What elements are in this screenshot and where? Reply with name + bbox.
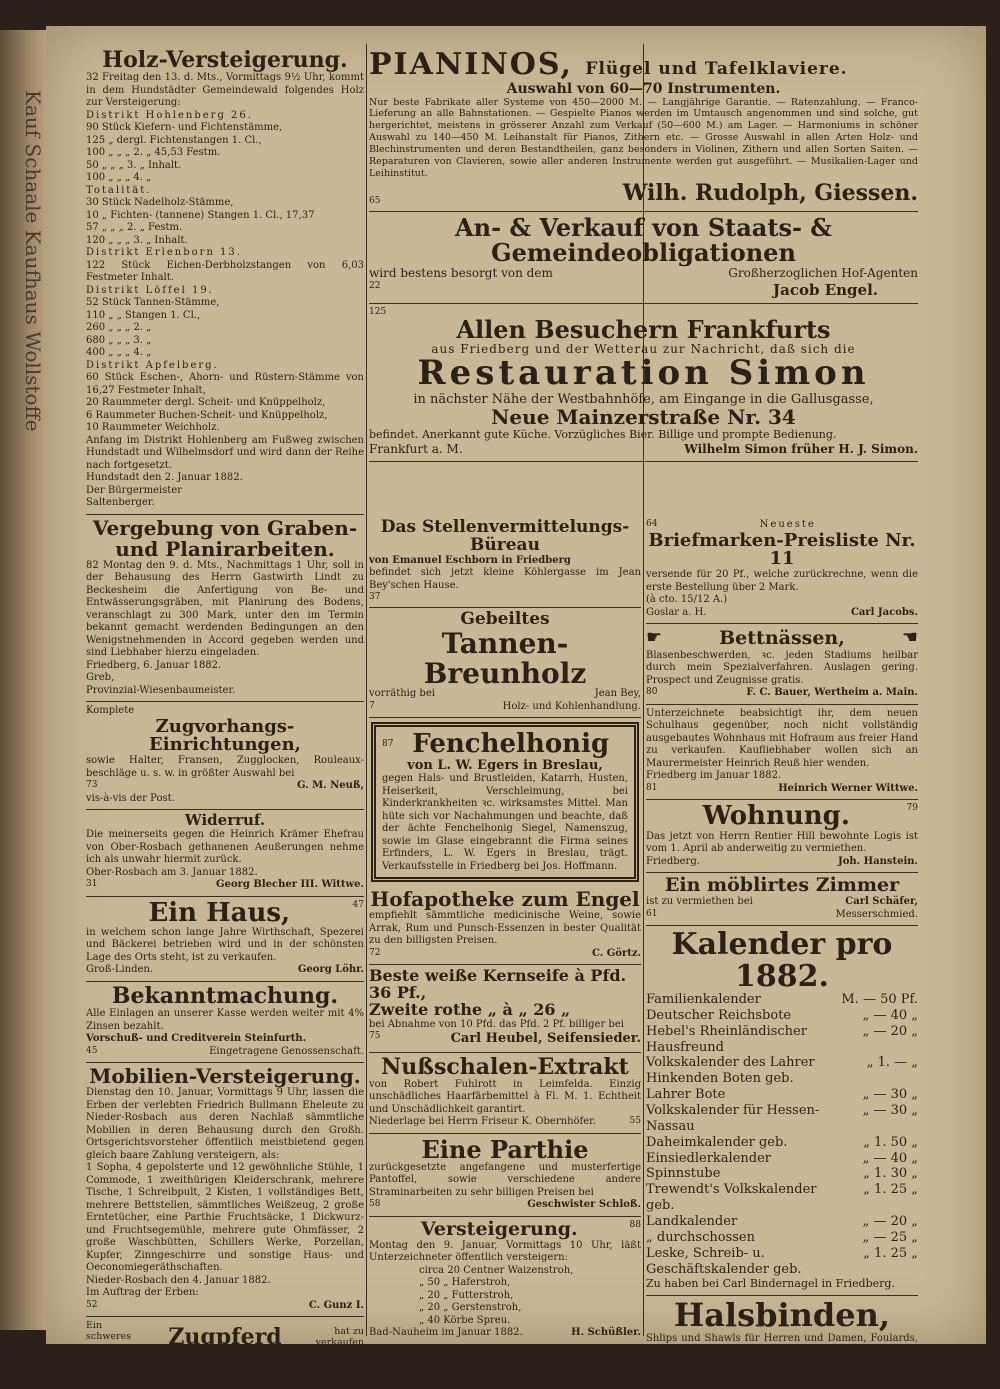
ad-text: in welchem schon lange Jahre Wirthschaft, Spezerei und Bäckerei betrieben wird und in der schönsten Lage des Orts steht, ist zu verkaufen. [86, 926, 364, 963]
ad-number: 125 [369, 307, 387, 318]
calendar-name: Einsiedlerkalender [646, 1150, 772, 1166]
ad-title: Versteigerung. [420, 1217, 578, 1240]
ad-number: 75 [369, 1031, 381, 1042]
calendar-row [646, 992, 918, 1008]
calendar-name: Deutscher Reichsbote [646, 1007, 792, 1023]
column-rule [366, 44, 367, 1336]
list-item: 20 Raummeter dergl. Scheit- und Knüppelholz, [86, 397, 326, 409]
ad-text: hat zu verkaufen [315, 1325, 364, 1349]
calendar-price: „ — 30 „ [862, 1103, 918, 1119]
ad-mobilien [86, 1063, 364, 1317]
ad-text: Das jetzt von Herrn Rentier Hill bewohnte Logis ist vom 1. April ab anderweitig zu vermiethen. [646, 830, 918, 855]
list-item: „ 20 „ Futterstroh, [419, 1289, 514, 1301]
calendar-price: „ — 20 „ [862, 1023, 918, 1039]
ad-title: Ein Haus, [148, 897, 291, 928]
ad-place: Hoch-Weisel. [86, 1354, 152, 1366]
calendar-price: „ 1. 25 „ [863, 1182, 918, 1198]
ad-text: Blasenbeschwerden, ꝛc. jeden Stadiums heilbar durch mein Spezialverfahren. Auslagen gering. Prospect und Zeugnisse gratis. [646, 649, 918, 686]
calendar-price: „ 1. — „ [866, 1055, 918, 1071]
ad-number: 73 [86, 780, 98, 791]
ad-number: 87 [382, 739, 394, 750]
ad-signature: G. M. Neuß, [296, 780, 364, 792]
ad-text: Dienstag den 10. Januar, Vormittags 9 Uhr, lassen die Erben der verlebten Friedrich Bullmann Eheleute zu Nieder-Rosbach aus deren Nachlaß sämmtliche Mobilien in deren Behausung durch den Großh. Ortsgerichtsvorsteher öffentlich meistbietend gegen gleich baare Zahlung versteigern, als: [86, 1087, 364, 1161]
calendar-row [646, 1024, 918, 1056]
calendar-price: „ 1. 50 „ [863, 1134, 918, 1150]
ad-title: Zweite rothe „ à „ 26 „ [369, 999, 571, 1019]
ad-subtitle: von L. W. Egers in Breslau, [407, 758, 603, 774]
ad-text: aus Friedberg und der Wetterau zur Nachricht, daß sich die [431, 342, 856, 357]
ad-widerruf [86, 810, 364, 896]
calendar-price: „ 1. 25 „ [863, 1245, 918, 1261]
calendar-name: Spinnstube [646, 1166, 721, 1182]
calendar-row [646, 1135, 918, 1151]
ad-text: Nur beste Fabrikate aller Systeme von 450—2000 M. — Langjährige Garantie. — Ratenzahlung. — Franco-Lieferung an alle Bahnstationen. — Gespielte Pianos werden im Umtausch angenommen und sind solche, gut hergerichtet, meistens in grösserer Anzahl zum Verkauf (50—600 M.) am Lager. — Harmoniums in schöner Auswahl zu 140—450 M. Leihanstalt für Pianos, Zithern etc. — Grosse Auswahl in allen Arten Holz- und Blechinstrumenten und deren Bestandtheilen, ganz besonders in Violinen, Zithern und allen Sorten Saiten. — Reparaturen von Clavieren, sowie aller anderen Instrumente werden gut ausgeführt. — Musikalien-Lager und Leihinstitut. [369, 96, 918, 179]
ad-haus [86, 897, 364, 982]
ad-zugpferd [86, 1317, 364, 1371]
calendar-price: „ — 40 „ [862, 1007, 918, 1023]
ad-title: Kalender pro 1882. [671, 927, 893, 994]
list-item: 100 „ „ „ 2. „ 45,53 Festm. [86, 147, 221, 159]
ad-signature: Georg Blecher III. Wittwe. [216, 879, 364, 891]
ad-wohnhaus-verkauf [646, 705, 918, 801]
ad-title: Bettnässen, [719, 626, 845, 649]
ad-number: 58 [369, 1199, 381, 1210]
ad-number: 79 [906, 803, 918, 814]
ad-briefmarken [646, 516, 918, 624]
ad-signature: Im Auftrag der Erben: [86, 1287, 199, 1299]
hand-pointing-left-icon: ☚ [901, 627, 918, 649]
ad-number: 47 [352, 899, 364, 910]
ad-title: Das Stellenvermittelungs-Büreau [380, 517, 630, 555]
district-heading: Distrikt Löffel 19. [86, 284, 214, 296]
ad-number: 31 [86, 879, 98, 890]
ad-number: 92 [646, 1370, 658, 1381]
calendar-price: „ — 40 „ [862, 1150, 918, 1166]
calendar-row [646, 1166, 918, 1182]
list-item: 10 Raummeter Weichholz. [86, 422, 220, 434]
ad-number: 64 [646, 519, 658, 529]
ad-text: Shlips und Shawls für Herren und Damen, Foulards, buntfarbige seidene Umschlagtücher, sowie weiße und schwarze seidene Halstücher billigst bei [646, 1332, 918, 1369]
ad-text: befindet. Anerkannt gute Küche. Vorzügliches Bier. Billige und prompte Bedienung. [369, 428, 837, 442]
list-item: 122 Stück Eichen-Derbholzstangen von 6,03 Festmeter Inhalt. [86, 259, 364, 284]
ad-place: Groß-Linden. [86, 964, 154, 976]
ad-place: Frankfurt a. M. [369, 441, 463, 456]
ad-fenchelhonig [371, 722, 639, 882]
ad-date: Ober-Rosbach am 3. Januar 1882. [86, 866, 258, 878]
ad-signature: Andreas Werner II. [257, 1354, 364, 1366]
ad-number: 45 [86, 1045, 98, 1056]
ad-number: 72 [369, 947, 381, 958]
ad-ankauf [369, 212, 918, 304]
column-left [86, 46, 364, 1366]
ad-signature: F. C. Bauer, Wertheim a. Main. [746, 687, 918, 699]
ad-title: Ein möblirtes Zimmer [664, 874, 900, 897]
calendar-row [646, 1087, 918, 1103]
ad-text: Zu haben bei Carl Bindernagel in Friedberg. [646, 1277, 895, 1291]
list-item: 52 Stück Tannen-Stämme, [86, 297, 220, 309]
ad-title: Beste weiße Kernseife à Pfd. 36 Pf., [369, 966, 627, 1003]
calendar-row [646, 1230, 918, 1246]
ad-signature: vis-à-vis der Post. [86, 792, 175, 804]
list-item: „ 50 „ Haferstroh, [419, 1277, 511, 1289]
list-item: 50 „ „ „ 3. „ Inhalt. [86, 159, 182, 171]
ad-number: 52 [86, 1299, 98, 1310]
ad-signature: Wilh. Rudolph, Giessen. [622, 179, 918, 206]
ad-hofapotheke [369, 886, 641, 965]
ad-number: 81 [646, 782, 658, 793]
ad-signature: C. Görtz. [591, 947, 641, 959]
ad-title: Neue Mainzerstraße Nr. 34 [491, 405, 796, 430]
ad-signature: Carl Schäfer, [845, 896, 918, 908]
ad-signature: Jean Bey, [594, 688, 641, 700]
ad-title: Bekanntmachung. [111, 982, 339, 1009]
ad-title: Zugvorhangs-Einrichtungen, [149, 715, 301, 756]
ad-kalender [646, 926, 918, 1296]
list-item: 10 „ Fichten- (tannene) Stangen 1. Cl., 17,37 [86, 209, 315, 221]
ad-text: Niederlage bei Herrn Friseur K. Obernhöfer. [369, 1116, 597, 1128]
ad-kernseife [369, 965, 641, 1052]
list-item: 30 Stück Nadelholz-Stämme, [86, 197, 234, 209]
list-item: „ 40 Körbe Spreu. [419, 1314, 511, 1326]
ad-text: Ein schweres und gutes [86, 1320, 134, 1354]
ad-text: befindet sich jetzt kleine Köhlergasse im Jean Bey'schen Hause. [369, 567, 641, 591]
ad-date: Hundstadt den 2. Januar 1882. [86, 472, 243, 484]
ad-title: Restauration Simon [417, 353, 870, 394]
list-item: 125 „ dergl. Fichtenstangen 1. Cl., [86, 134, 262, 146]
calendar-price: „ — 25 „ [862, 1229, 918, 1245]
list-item: 260 „ „ „ 2. „ [86, 322, 152, 334]
calendar-row [646, 1008, 918, 1024]
column-right [646, 516, 918, 1385]
list-item: 400 „ „ „ 4. „ [86, 347, 152, 359]
ad-place: Friedberg. [646, 855, 700, 867]
ad-text: zurückgesetzte angefangene und musterfertige Pantoffel, sowie verschiedene andere Straminarbeiten zu sehr billigen Preisen bei [369, 1161, 641, 1198]
ad-tannenbrennholz [369, 608, 641, 718]
ad-pretitle: Komplete [86, 705, 135, 717]
calendar-name: Leske, Schreib- u. Geschäftskalender geb. [646, 1245, 802, 1277]
ad-signature: H. Schüßler. [571, 1327, 641, 1339]
ad-signature: Carl Heubel, Seifensieder. [450, 1031, 641, 1047]
ad-title: Hofapotheke zum Engel [370, 887, 640, 912]
ad-versteigerung-stroh [369, 1217, 641, 1344]
ad-signature: Geschwister Schloß. [527, 1199, 641, 1211]
calendar-name: Daheimkalender geb. [646, 1134, 788, 1150]
list-item: 110 „ „ Stangen 1. Cl., [86, 309, 201, 321]
ad-signature: Eingetragene Genossenschaft. [209, 1045, 364, 1057]
ad-signature: K. Friedrich. [832, 1370, 918, 1385]
ad-signature: Joh. Hanstein. [838, 855, 918, 867]
ad-text: von Robert Fuhlrott in Leimfelda. Einzig unschädliches Haarfärbemittel à Fl. M. 1. Echtheit und Unschädlichkeit garantirt. [369, 1078, 641, 1115]
adjacent-page-text: Kauf Schaale Kaufhaus Wollstoffe [21, 90, 45, 432]
ad-note: (à cto. 15/12 A.) [646, 594, 728, 606]
ad-zimmer [646, 873, 918, 926]
calendar-name: Landkalender [646, 1214, 738, 1230]
ad-bettnaessen [646, 624, 918, 705]
ad-text: gegen Hals- und Brustleiden, Katarrh, Husten, Heiserkeit, Verschleimung, bei Kinderkrankheiten ꝛc. wirksamstes Mittel. Man hüte sich vor Nachahmungen und beachte, daß der ächte Fenchelhonig Siegel, Namenszug, sowie im Glase eingebrannt die Firma seines Erfinders, L. W. Egers in Breslau, trägt. Verkaufsstelle in Friedberg bei Jos. Hoffmann. [382, 773, 628, 872]
ad-graben [86, 515, 364, 703]
ad-title: Fenchelhonig [412, 729, 610, 760]
calendar-name: „ durchschossen [646, 1229, 755, 1245]
ad-text: Die meinerseits gegen die Heinrich Krämer Ehefrau von Ober-Rosbach gethanenen Aeußerungen nehme ich als unwahr hiermit zurück. [86, 829, 364, 866]
list-item: 680 „ „ „ 3. „ [86, 334, 152, 346]
ad-number: 88 [629, 1219, 641, 1230]
ad-number: 61 [646, 908, 658, 919]
district-heading: Distrikt Hohlenberg 26. [86, 109, 253, 121]
ad-text: Alle Einlagen an unserer Kasse werden weiter mit 4% Zinsen bezahlt. [86, 1008, 364, 1032]
ad-signature: Greb, [86, 672, 115, 684]
ad-text: sowie Halter, Fransen, Zugglocken, Rouleaux-beschläge u. s. w. in größter Auswahl bei [86, 755, 364, 779]
district-heading: Totalität. [86, 184, 152, 196]
calendar-name: Lahrer Bote [646, 1087, 726, 1103]
ad-text: Unterzeichnete beabsichtigt ihr, dem neuen Schulhaus gegenüber, noch nicht vollständig ausgebautes Wohnhaus mit Hofraum aus freier Hand zu verkaufen. Kaufliebhaber wollen sich an Maurermeister Heinrich Reuß hier wenden. [646, 707, 918, 769]
ad-place: Goslar a. H. [646, 606, 707, 618]
ad-signature: Der Bürgermeister [86, 484, 183, 496]
calendar-row [646, 1103, 918, 1135]
ad-title: Widerruf. [184, 811, 266, 830]
ad-title: An- & Verkauf von Staats- & Gemeindeobligationen [455, 213, 832, 268]
ad-title: Zugpferd [168, 1323, 282, 1350]
ad-date: Friedberg, 6. Januar 1882. [86, 659, 222, 671]
ad-parthie [369, 1134, 641, 1217]
ad-text: ist zu vermiethen bei [646, 896, 753, 908]
ad-pretitle: Gebeiltes [460, 609, 550, 630]
ad-signature: Jacob Engel. [773, 280, 878, 299]
ad-text: 32 Freitag den 13. d. Mts., Vormittags 9½ Uhr, kommt in dem Hundstädter Gemeindewald folgendes Holz zur Versteigerung: [86, 72, 364, 109]
ad-nussschalen [369, 1053, 641, 1134]
list-item: circa 20 Centner Waizenstroh, [419, 1264, 574, 1276]
ad-number: 65 [369, 195, 381, 206]
ad-signature: Vorschuß- und Creditverein Steinfurth. [86, 1033, 307, 1045]
calendar-name: Trewendt's Volkskalender geb. [646, 1182, 817, 1214]
ad-title: PIANINOS, [369, 47, 573, 82]
column-middle-top [369, 46, 918, 516]
ad-signature: Holz- und Kohlenhandlung. [502, 700, 641, 712]
ad-text: 82 Montag den 9. d. Mts., Nachmittags 1 Uhr, soll in der Behausung des Herrn Gastwirth Lindt zu Beckesheim die Anfertigung von Be- und Entwässerungsgräben, mit Planirung des Bodens, veranschlagt zu 300 Mark, unter den im Termin bekannt gemacht werdenden Bedingungen an den Wenigstnehmenden in Accord gegeben werden und sind Liebhaber hierzu eingeladen. [86, 559, 364, 659]
ad-text: in nächster Nähe der Westbahnhöfe, am Eingange in die Gallusgasse, [413, 392, 874, 408]
ad-signature: Heinrich Werner Wittwe. [778, 782, 918, 794]
ad-title: Nußschalen-Extrakt [381, 1053, 629, 1080]
list-item: 60 Stück Eschen-, Ahorn- und Rüstern-Stämme von 16,27 Festmeter Inhalt, [86, 372, 364, 396]
ad-text: bei Abnahme von 10 Pfd. das Pfd. 2 Pf. billiger bei [369, 1018, 624, 1030]
calendar-price: M. — 50 Pf. [841, 992, 918, 1008]
ad-text: empfiehlt sämmtliche medicinische Weine, sowie Arrak, Rum und Punsch-Essenzen in bester Qualität zu den billigsten Preisen. [369, 910, 641, 947]
ad-title: Mobilien-Versteigerung. [89, 1064, 361, 1089]
ad-pretitle: Neueste [759, 519, 816, 530]
calendar-row [646, 1246, 918, 1278]
column-middle [369, 516, 641, 1339]
calendar-name: Volkskalender für Hessen-Nassau [646, 1103, 820, 1134]
ad-wohnung [646, 800, 918, 873]
ad-text: Anfang im Distrikt Hohlenberg am Fußweg zwischen Hundstadt und Wilhelmsdorf und wird dann der Reihe nach fortgesetzt. [86, 434, 364, 471]
calendar-name: Volkskalender des Lahrer Hinkenden Boten geb. [646, 1055, 815, 1087]
ad-date: Friedberg im Januar 1882. [646, 770, 782, 782]
hand-pointing-right-icon: ☛ [646, 627, 663, 649]
calendar-row [646, 1214, 918, 1230]
calendar-row [646, 1182, 918, 1214]
ad-signature: Wilhelm Simon früher H. J. Simon. [684, 441, 918, 456]
ad-title: Tannen-Breunholz [423, 627, 587, 690]
ad-date: Nieder-Rosbach den 4. Januar 1882. [86, 1274, 271, 1286]
ad-signature: Messerschmied. [835, 908, 918, 920]
ad-title: Vergebung von Graben- und Planirarbeiten. [92, 515, 358, 561]
list-item: 6 Raummeter Buchen-Scheit- und Knüppelholz, [86, 409, 328, 421]
ad-pianinos [369, 46, 918, 212]
ad-zugvorhang [86, 702, 364, 810]
ad-number: 55 [629, 1116, 641, 1127]
list-item: „ 20 „ Gerstenstroh, [419, 1302, 522, 1314]
ad-bekanntmachung [86, 982, 364, 1063]
calendar-row [646, 1055, 918, 1087]
ad-number: 80 [646, 687, 658, 698]
ad-subtitle: Flügel und Tafelklaviere. [585, 59, 848, 79]
ad-holz [86, 46, 364, 515]
calendar-row [646, 1151, 918, 1167]
ad-number: 37 [369, 592, 381, 603]
ad-text: vorräthig bei [369, 688, 435, 700]
ad-list: 1 Sopha, 4 gepolsterte und 12 gewöhnliche Stühle, 1 Commode, 1 zweithürigen Kleiderschrank, mehrere Tische, 1 Schreibpult, 2 Kisten, 1 vollständiges Bett, mehrere Bettstellen, sämmtliches Weißzeug, 2 große Erntetücher, eine Parthie Fruchtsäcke, 1 Dickwurz- und Fruchtsegemühle, mehrere gute Ohmfässer, 2 große Waschbütten, Schillers Werke, Porzellan, Kupfer, Zinngeschirre und sonstige Haus- und Oeconomiegeräthschaften. [86, 1162, 364, 1274]
ad-date: Bad-Nauheim im Januar 1882. [369, 1327, 523, 1339]
ad-title: Holz-Versteigerung. [102, 47, 348, 73]
list-item: 120 „ „ „ 3. „ Inhalt. [86, 234, 188, 246]
calendar-price: „ — 30 „ [862, 1087, 918, 1103]
calendar-price-list [646, 992, 918, 1277]
ad-text: Montag den 9. Januar, Vormittags 10 Uhr, läßt Unterzeichneter öffentlich versteigern: [369, 1239, 641, 1264]
ad-number: 15 [198, 1354, 211, 1365]
ad-title: Wohnung. [702, 801, 850, 832]
district-heading: Distrikt Apfelberg. [86, 359, 219, 371]
ad-subtitle: Auswahl von 60—70 Instrumenten. [506, 80, 781, 97]
ad-signature: Georg Löhr. [297, 964, 364, 976]
list-item: 100 „ „ „ 4. „ [86, 172, 152, 184]
list-item: 90 Stück Kiefern- und Fichtenstämme, [86, 122, 283, 134]
ad-stellenvermittelung [369, 516, 641, 608]
calendar-name: Hebel's Rheinländischer Hausfreund [646, 1023, 807, 1055]
ad-halsbinden [646, 1296, 918, 1389]
calendar-name: Familienkalender [646, 992, 761, 1008]
ad-title: Eine Parthie [421, 1134, 589, 1164]
district-heading: Distrikt Erlenborn 13. [86, 247, 242, 259]
ad-title: Allen Besuchern Frankfurts [456, 315, 831, 345]
ad-signature: C. Gunz I. [308, 1299, 364, 1311]
adjacent-page-edge [0, 30, 46, 1330]
ad-text: versende für 20 Pf., welche zurückrechne, wenn die erste Bestellung über 2 Mark. [646, 569, 918, 593]
ad-signature: Provinzial-Wiesenbaumeister. [86, 684, 236, 696]
ad-text: wird bestens besorgt von dem [369, 265, 553, 280]
paper-sheet [46, 26, 986, 1385]
ad-title: Halsbinden, [673, 1296, 891, 1335]
ad-signature: Saltenberger. [86, 497, 155, 509]
list-item: 57 „ „ „ 2. „ Festm. [86, 222, 183, 234]
ad-text: Großherzoglichen Hof-Agenten [728, 265, 918, 280]
calendar-price: „ — 20 „ [862, 1214, 918, 1230]
ad-number: 7 [369, 700, 375, 711]
ad-number: 22 [369, 280, 381, 291]
ad-restauration-simon [369, 304, 918, 462]
ad-signature: Carl Jacobs. [850, 606, 918, 618]
ad-title: Briefmarken-Preisliste Nr. 11 [648, 529, 916, 570]
calendar-price: „ 1. 30 „ [863, 1166, 918, 1182]
ad-subtitle: von Emanuel Eschborn in Friedberg [369, 554, 571, 566]
